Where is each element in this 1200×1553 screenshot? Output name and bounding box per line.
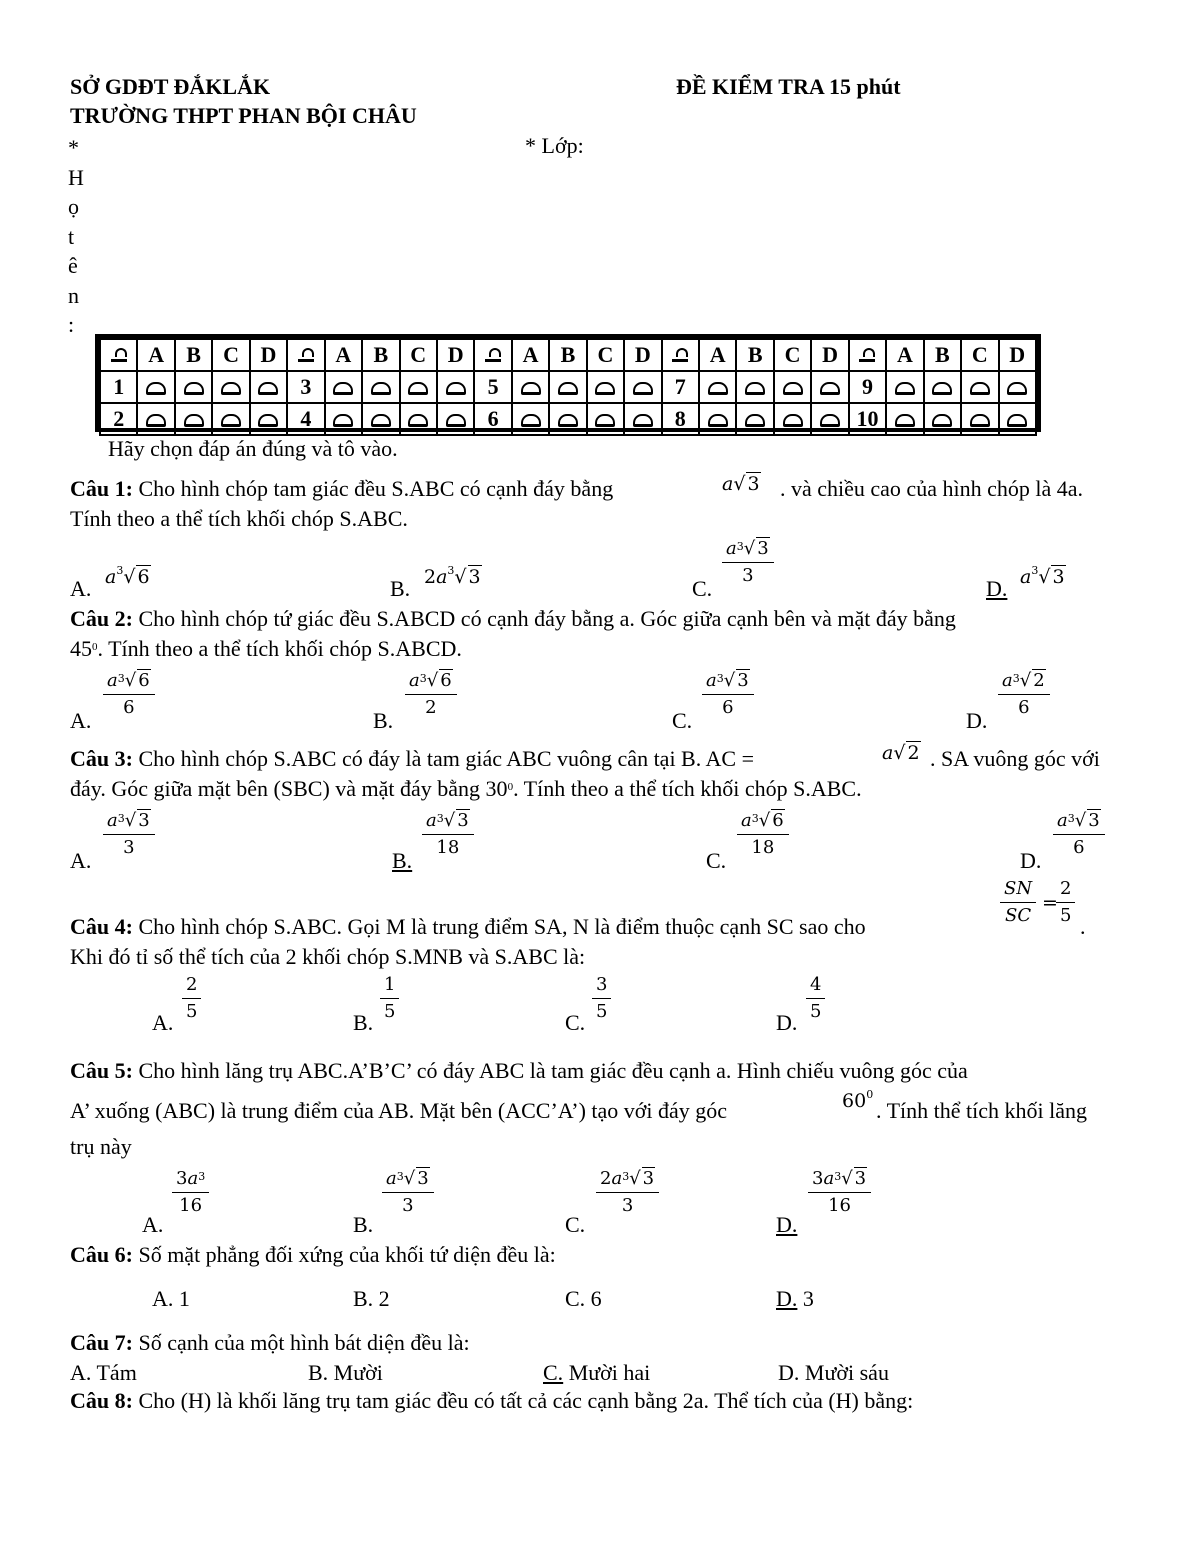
question-number: 5	[474, 371, 511, 403]
question-4-line-1	[70, 912, 866, 942]
bubble-icon	[446, 382, 466, 395]
math-fraction: $\frac{2}{5}$	[182, 972, 201, 1025]
question-number: 7	[662, 371, 699, 403]
answer-bubble[interactable]	[699, 371, 736, 403]
answer-bubble[interactable]	[549, 371, 586, 403]
answer-bubble[interactable]	[886, 403, 923, 435]
question-3-text-cont: . SA vuông góc với	[930, 746, 1100, 771]
answer-bubble[interactable]	[437, 371, 474, 403]
question-6-label: Câu 6:	[70, 1242, 133, 1267]
option-header: D	[811, 339, 848, 371]
math-fraction: $\frac{a^3√ 6}{6}$	[103, 668, 155, 721]
q3-choice-b[interactable]: B.	[392, 848, 413, 873]
answer-bubble[interactable]	[362, 403, 399, 435]
question-3-line-1	[70, 744, 754, 774]
q6-choice-d-letter: D.	[776, 1286, 798, 1311]
q7-choice-d[interactable]: D. Mười sáu	[778, 1360, 889, 1385]
q2-choice-d[interactable]: D.	[966, 708, 988, 733]
math-fraction: $\frac{2a^3√ 3}{3}$	[596, 1166, 659, 1219]
answer-bubble[interactable]	[624, 371, 661, 403]
bubble-icon	[970, 382, 990, 395]
name-label-char: ê	[68, 253, 78, 278]
question-1-text: Cho hình chóp tam giác đều S.ABC có cạnh đáy bằng	[138, 476, 614, 501]
answer-bubble[interactable]	[400, 403, 437, 435]
answer-bubble[interactable]	[325, 403, 362, 435]
option-header: D	[250, 339, 287, 371]
question-4-line-2: Khi đó tỉ số thể tích của 2 khối chóp S.MNB và S.ABC là:	[70, 944, 586, 969]
bubble-icon	[258, 414, 278, 427]
option-header: A	[137, 339, 174, 371]
option-header: D	[437, 339, 474, 371]
math-expr: $a^3√$ 3	[1020, 564, 1065, 588]
option-header: B	[924, 339, 961, 371]
name-label-char: n	[68, 282, 79, 308]
pencil-mark-icon	[474, 339, 511, 371]
answer-bubble[interactable]	[811, 371, 848, 403]
q7-choice-a[interactable]: A. Tám	[70, 1360, 137, 1385]
math-fraction: $\frac{2}{5}$	[1056, 876, 1075, 929]
bubble-icon	[783, 382, 803, 395]
answer-bubble[interactable]	[250, 403, 287, 435]
answer-grid-row	[100, 403, 1036, 435]
q7-choice-b[interactable]: B. Mười	[308, 1360, 383, 1385]
q6-choice-a[interactable]: A. 1	[152, 1286, 190, 1311]
bubble-icon	[221, 382, 241, 395]
bubble-icon	[184, 382, 204, 395]
name-label	[68, 133, 88, 340]
q2-text-cont: . Tính theo a thể tích khối chóp S.ABCD.	[97, 636, 462, 661]
answer-bubble[interactable]	[137, 371, 174, 403]
q2-choice-a[interactable]: A.	[70, 708, 92, 733]
answer-bubble[interactable]	[924, 403, 961, 435]
bubble-icon	[633, 382, 653, 395]
q3-text-cont: . Tính theo a thể tích khối chóp S.ABC.	[513, 776, 862, 801]
name-label-char: ọ	[68, 194, 79, 219]
q6-choice-b[interactable]: B. 2	[353, 1286, 390, 1311]
pencil-mark-icon	[849, 339, 886, 371]
bubble-icon	[932, 382, 952, 395]
answer-bubble[interactable]	[437, 403, 474, 435]
option-header: D	[624, 339, 661, 371]
bubble-icon	[895, 414, 915, 427]
q2-angle: 45	[70, 636, 92, 661]
question-2-line-2	[70, 634, 462, 664]
answer-bubble[interactable]	[924, 371, 961, 403]
math-fraction: $\frac{a^3√ 3}{18}$	[422, 808, 474, 861]
q7-choice-c[interactable]	[543, 1358, 650, 1388]
answer-grid-row	[100, 371, 1036, 403]
answer-bubble[interactable]	[587, 371, 624, 403]
q5-choice-d[interactable]: D.	[776, 1212, 798, 1237]
answer-bubble[interactable]	[961, 371, 998, 403]
q1-choice-b[interactable]: B.	[390, 576, 411, 601]
math-fraction: $\frac{SN}{SC}$	[1000, 876, 1036, 929]
answer-bubble[interactable]	[774, 371, 811, 403]
q2-choice-b[interactable]: B.	[373, 708, 394, 733]
question-number: 4	[287, 403, 324, 435]
answer-bubble[interactable]	[587, 403, 624, 435]
answer-bubble[interactable]	[699, 403, 736, 435]
option-header: C	[587, 339, 624, 371]
question-number: 9	[849, 371, 886, 403]
bubble-icon	[783, 414, 803, 427]
pencil-mark-icon	[662, 339, 699, 371]
q4-choice-c[interactable]: C.	[565, 1010, 586, 1035]
answer-bubble[interactable]	[999, 403, 1037, 435]
math-fraction: $\frac{a^3√ 6}{2}$	[405, 668, 457, 721]
name-label-char: t	[68, 223, 75, 249]
math-fraction: $\frac{a^3√ 6}{18}$	[737, 808, 789, 861]
q3-choice-c[interactable]: C.	[706, 848, 727, 873]
question-7-text: Số cạnh của một hình bát diện đều là:	[138, 1330, 470, 1355]
q4-choice-b[interactable]: B.	[353, 1010, 374, 1035]
option-header: B	[736, 339, 773, 371]
math-a-sqrt3: a√ 3	[722, 473, 760, 495]
math-fraction: $\frac{3a^3}{16}$	[172, 1166, 209, 1219]
q5-choice-a[interactable]: A.	[142, 1212, 164, 1237]
exam-title: ĐỀ KIỂM TRA 15 phút	[676, 74, 901, 99]
q2-degree: 0	[92, 641, 98, 653]
class-label: * Lớp:	[525, 133, 584, 158]
q4-choice-a[interactable]: A.	[152, 1010, 174, 1035]
question-5-line-1	[70, 1056, 968, 1086]
bubble-icon	[333, 414, 353, 427]
q5-choice-b[interactable]: B.	[353, 1212, 374, 1237]
answer-grid-table	[99, 338, 1037, 436]
question-number: 10	[849, 403, 886, 435]
bubble-icon	[221, 414, 241, 427]
bubble-icon	[146, 414, 166, 427]
bubble-icon	[146, 382, 166, 395]
question-8-text: Cho (H) là khối lăng trụ tam giác đều có tất cả các cạnh bằng 2a. Thể tích của (H) bằng:	[138, 1388, 914, 1413]
question-number: 1	[100, 371, 137, 403]
math-a-sqrt2: a√ 2	[882, 742, 920, 764]
instruction-text: Hãy chọn đáp án đúng và tô vào.	[108, 436, 398, 461]
answer-bubble[interactable]	[886, 371, 923, 403]
answer-bubble[interactable]	[961, 403, 998, 435]
answer-bubble[interactable]	[774, 403, 811, 435]
pencil-mark-icon	[287, 339, 324, 371]
bubble-icon	[371, 414, 391, 427]
bubble-icon	[708, 382, 728, 395]
answer-bubble[interactable]	[175, 403, 212, 435]
answer-grid-row	[100, 339, 1036, 371]
option-header: C	[212, 339, 249, 371]
q7-choice-c-value: Mười hai	[563, 1360, 651, 1385]
question-2-line-1	[70, 604, 956, 634]
bubble-icon	[895, 382, 915, 395]
bubble-icon	[745, 382, 765, 395]
q4-choice-d[interactable]: D.	[776, 1010, 798, 1035]
bubble-icon	[820, 414, 840, 427]
question-7	[70, 1328, 470, 1358]
answer-bubble[interactable]	[549, 403, 586, 435]
answer-bubble[interactable]	[212, 403, 249, 435]
q3-choice-a[interactable]: A.	[70, 848, 92, 873]
math-fraction: $\frac{3}{5}$	[592, 972, 611, 1025]
name-label-char: H	[68, 164, 84, 190]
option-header: D	[999, 339, 1037, 371]
question-5-label: Câu 5:	[70, 1058, 133, 1083]
math-fraction: $\frac{a^3√ 3}{3}$	[103, 808, 155, 861]
question-number: 2	[100, 403, 137, 435]
bubble-icon	[184, 414, 204, 427]
math-fraction: $\frac{a^3√ 2}{6}$	[998, 668, 1050, 721]
bubble-icon	[333, 382, 353, 395]
q1-choice-d[interactable]: D.	[986, 576, 1008, 601]
bubble-icon	[932, 414, 952, 427]
q1-choice-c[interactable]: C.	[692, 576, 713, 601]
bubble-icon	[595, 382, 615, 395]
answer-bubble[interactable]	[362, 371, 399, 403]
answer-bubble[interactable]	[512, 371, 549, 403]
school-name: TRƯỜNG THPT PHAN BỘI CHÂU	[70, 103, 417, 128]
question-4-text: Cho hình chóp S.ABC. Gọi M là trung điểm SA, N là điểm thuộc cạnh SC sao cho	[138, 914, 866, 939]
math-fraction: $\frac{3a^3√ 3}{16}$	[808, 1166, 871, 1219]
answer-bubble[interactable]	[999, 371, 1037, 403]
answer-bubble[interactable]	[175, 371, 212, 403]
q6-choice-c[interactable]: C. 6	[565, 1286, 602, 1311]
question-1-label: Câu 1:	[70, 476, 133, 501]
option-header: C	[400, 339, 437, 371]
question-1-line-2: Tính theo a thể tích khối chóp S.ABC.	[70, 506, 408, 531]
question-6	[70, 1240, 556, 1270]
q3-degree: 0	[507, 781, 514, 793]
option-header: C	[961, 339, 998, 371]
question-5-line-3: trụ này	[70, 1134, 132, 1159]
math-fraction: $\frac{4}{5}$	[806, 972, 825, 1025]
sentence-period: .	[1080, 914, 1086, 939]
answer-bubble[interactable]	[250, 371, 287, 403]
bubble-icon	[521, 414, 541, 427]
bubble-icon	[371, 382, 391, 395]
bubble-icon	[595, 414, 615, 427]
option-header: B	[549, 339, 586, 371]
name-label-char: *	[68, 135, 79, 160]
answer-grid	[95, 334, 1041, 432]
q7-choice-c-letter: C.	[543, 1360, 564, 1385]
math-expr: $a^3√$ 6	[105, 564, 150, 588]
question-5-text-cont: . Tính thể tích khối lăng	[876, 1098, 1088, 1123]
option-header: B	[175, 339, 212, 371]
question-2-text: Cho hình chóp tứ giác đều S.ABCD có cạnh đáy bằng a. Góc giữa cạnh bên và mặt đáy bằng	[138, 606, 956, 631]
question-5-text: Cho hình lăng trụ ABC.A’B’C’ có đáy ABC là tam giác đều cạnh a. Hình chiếu vuông góc của	[138, 1058, 968, 1083]
question-number: 3	[287, 371, 324, 403]
q3-text: đáy. Góc giữa mặt bên (SBC) và mặt đáy bằng 30	[70, 776, 508, 801]
question-number: 6	[474, 403, 511, 435]
math-fraction: $\frac{a^3√ 3}{6}$	[702, 668, 754, 721]
q6-choice-d[interactable]	[776, 1284, 814, 1314]
bubble-icon	[408, 414, 428, 427]
math-equals: =	[1042, 892, 1058, 914]
question-3-line-2	[70, 774, 862, 804]
math-fraction: $\frac{a^3√ 3}{6}$	[1053, 808, 1105, 861]
math-fraction: $\frac{a^3√ 3}{3}$	[722, 536, 774, 589]
bubble-icon	[970, 414, 990, 427]
math-angle: $60^0$	[842, 1088, 874, 1112]
option-header: A	[325, 339, 362, 371]
question-6-text: Số mặt phẳng đối xứng của khối tứ diện đều là:	[138, 1242, 556, 1267]
math-fraction: $\frac{a^3√ 3}{3}$	[382, 1166, 434, 1219]
answer-bubble[interactable]	[512, 403, 549, 435]
bubble-icon	[258, 382, 278, 395]
answer-bubble[interactable]	[400, 371, 437, 403]
bubble-icon	[820, 382, 840, 395]
bubble-icon	[558, 382, 578, 395]
q5-choice-c[interactable]: C.	[565, 1212, 586, 1237]
option-header: B	[362, 339, 399, 371]
department-name: SỞ GDĐT ĐẮKLẮK	[70, 74, 271, 99]
question-8	[70, 1386, 913, 1416]
option-header: A	[886, 339, 923, 371]
q3-choice-d[interactable]: D.	[1020, 848, 1042, 873]
bubble-icon	[708, 414, 728, 427]
math-fraction: $\frac{1}{5}$	[380, 972, 399, 1025]
answer-bubble[interactable]	[736, 371, 773, 403]
option-header: A	[512, 339, 549, 371]
bubble-icon	[558, 414, 578, 427]
question-4-label: Câu 4:	[70, 914, 133, 939]
q2-choice-c[interactable]: C.	[672, 708, 693, 733]
question-8-label: Câu 8:	[70, 1388, 133, 1413]
math-expr: $2a^3√$ 3	[424, 564, 481, 588]
question-2-label: Câu 2:	[70, 606, 133, 631]
option-header: C	[774, 339, 811, 371]
question-1-text-cont: . và chiều cao của hình chóp là 4a.	[780, 476, 1083, 501]
question-3-label: Câu 3:	[70, 746, 133, 771]
pencil-mark-icon	[100, 339, 137, 371]
question-7-label: Câu 7:	[70, 1330, 133, 1355]
bubble-icon	[408, 382, 428, 395]
bubble-icon	[521, 382, 541, 395]
q1-choice-a[interactable]: A.	[70, 576, 92, 601]
question-5-line-2: A’ xuống (ABC) là trung điểm của AB. Mặt bên (ACC’A’) tạo với đáy góc	[70, 1098, 728, 1123]
bubble-icon	[1007, 382, 1027, 395]
answer-bubble[interactable]	[736, 403, 773, 435]
question-1-line-1	[70, 474, 613, 504]
bubble-icon	[745, 414, 765, 427]
answer-bubble[interactable]	[811, 403, 848, 435]
answer-bubble[interactable]	[325, 371, 362, 403]
answer-bubble[interactable]	[624, 403, 661, 435]
option-header: A	[699, 339, 736, 371]
bubble-icon	[633, 414, 653, 427]
question-number: 8	[662, 403, 699, 435]
answer-bubble[interactable]	[212, 371, 249, 403]
name-label-char: :	[68, 312, 75, 337]
answer-bubble[interactable]	[137, 403, 174, 435]
bubble-icon	[1007, 414, 1027, 427]
q6-choice-d-value: 3	[797, 1286, 814, 1311]
question-3-text: Cho hình chóp S.ABC có đáy là tam giác ABC vuông cân tại B. AC =	[138, 746, 754, 771]
bubble-icon	[446, 414, 466, 427]
